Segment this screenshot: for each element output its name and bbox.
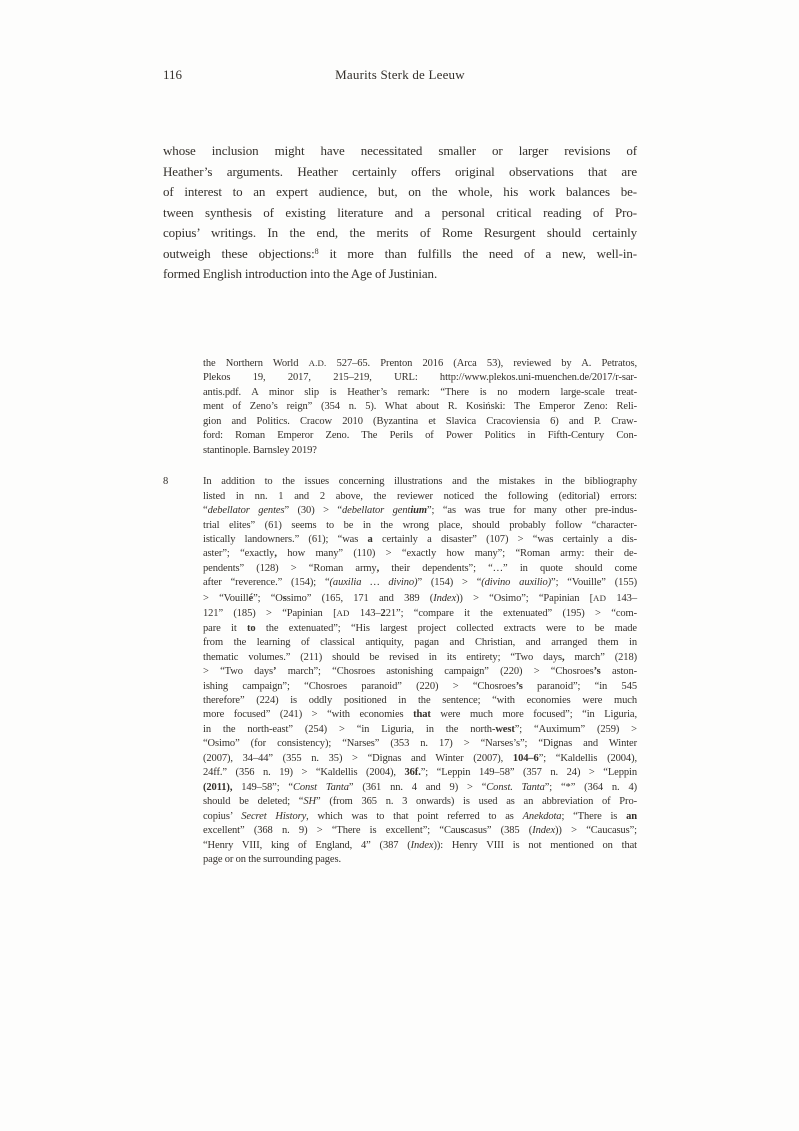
text-line: tween synthesis of existing literature and a personal critical reading of Pro- [163, 204, 637, 220]
footnote-8 [163, 475, 637, 867]
main-paragraph [163, 141, 637, 285]
page-number: 116 [163, 67, 183, 82]
text-line: Heather’s arguments. Heather certainly offers original observations that are [163, 163, 637, 179]
text-line: page or on the surrounding pages. [203, 853, 341, 865]
text-line: (2007), 34–44” (355 n. 35) > “Dignas and Winter (2007), 104–6”; “Kaldellis (2004), [203, 752, 637, 764]
text-line: ford: Roman Emperor Zeno. The Perils of Power Politics in Fifth-Century Con- [203, 430, 637, 442]
text-line: stantinople. Barnsley 2019? [203, 444, 317, 456]
text-line: pendents” (128) > “Roman army, their dependents”; “…” in quote should come [203, 562, 638, 574]
text-line: “Henry VIII, king of England, 4” (387 (Index)): Henry VIII is not mentioned on that [203, 839, 637, 851]
text-line: should be deleted; “SH” (from 365 n. 3 onwards) is used as an abbreviation of Pro- [203, 796, 637, 808]
running-header: Maurits Sterk de Leeuw [335, 67, 465, 82]
text-line: outweigh these objections:$^8$ it more than fulfills the need of a new, well-in- [163, 245, 638, 261]
text-line: antis.pdf. A minor slip is Heather’s remark: “There is no modern large-scale treat- [203, 386, 637, 398]
text-line: (2011), 149–58”; “Const Tanta” (361 nn. 4 and 9) > “Const. Tanta”; “*” (364 n. 4) [203, 781, 637, 793]
text-line: whose inclusion might have necessitated smaller or larger revisions of [163, 143, 637, 158]
footnote-number: 8 [163, 476, 169, 488]
text-line: istically landowners.” (61); “was a certainly a disaster” (107) > “was certainly a dis- [203, 533, 637, 545]
text-line: more focused” (241) > “with economies that were much more focused”; “in Liguria, [203, 709, 637, 721]
text-line: > “Two days’ march”; “Chosroes astonishing campaign” (220) > “Chosroes’s aston- [203, 666, 638, 678]
footnote-continuation [203, 356, 637, 458]
text-line: In addition to the issues concerning illustrations and the mistakes in the bibliography [203, 476, 637, 488]
footnotes-section [163, 356, 637, 867]
text-line: formed English introduction into the Age of Justinian. [163, 266, 438, 281]
footnote-8-text [203, 475, 637, 867]
text-line: copius’ writings. In the end, the merits of Rome Resurgent should certainly [163, 225, 637, 240]
text-line: copius’ Secret History, which was to that point referred to as Anekdota; “There is an [203, 810, 637, 822]
text-line: trial elites” (61) seems to be in the wrong place, should probably follow “character- [203, 519, 637, 531]
text-line: of interest to an expert audience, but, on the whole, his work balances be- [163, 184, 637, 199]
text-line: “Osimo” (for consistency); “Narses” (353 n. 17) > “Narses’s”; “Dignas and Winter [203, 738, 637, 750]
text-line: in the north-east” (254) > “in Liguria, in the north-west”; “Auximum” (259) > [203, 723, 637, 735]
text-line: pare it to the extenuated”; “His largest project collected extracts were to be made [203, 622, 637, 634]
text-line: the Northern World A.D. 527–65. Prenton 2016 (Arca 53), reviewed by A. Petratos, [203, 358, 637, 369]
text-line: gion and Politics. Cracow 2010 (Byzantina et Slavica Cracoviensia 6) and P. Craw- [203, 415, 637, 427]
text-line: 24ff.” (356 n. 19) > “Kaldellis (2004), 36f.”; “Leppin 149–58” (357 n. 24) > “Leppin [203, 767, 637, 779]
text-line: excellent” (368 n. 9) > “There is excellent”; “Causcasus” (385 (Index)) > “Caucasus”; [203, 825, 638, 837]
text-line: Plekos 19, 2017, 215–219, URL: http://www.plekos.uni-muenchen.de/2017/r-sar- [203, 372, 637, 384]
text-line: ishing campaign”; “Chosroes paranoid” (220) > “Chosroes’s paranoid”; “in 545 [203, 680, 637, 692]
text-line: thematic volumes.” (211) should be revised in its entirety; “Two days, march” (218) [203, 651, 637, 663]
text-line: after “reverence.” (154); “(auxilia … divino)” (154) > “(divino auxilio)”; “Vouille” (155) [203, 577, 637, 589]
page-header [163, 67, 637, 83]
text-line: therefore” (224) is oddly positioned in the sentence; “with economies were much [203, 694, 637, 706]
text-line: ment of Zeno’s reign” (354 n. 5). What about R. Kosiński: The Emperor Zeno: Reli- [203, 401, 637, 413]
text-line: “debellator gentes” (30) > “debellator gentium”; “as was true for many other pre-indus- [203, 505, 638, 517]
text-line: from the learning of classical antiquity, pagan and Christian, and arranged them in [203, 637, 637, 649]
text-line: 121” (185) > “Papinian [AD 143–221”; “compare it the extenuated” (195) > “com- [203, 608, 637, 620]
text-line: > “Vouillé”; “Ossimo” (165, 171 and 389 (Index)) > “Osimo”; “Papinian [AD 143– [203, 592, 637, 604]
text-line: listed in nn. 1 and 2 above, the reviewer noticed the following (editorial) errors: [203, 490, 637, 502]
text-line: aster”; “exactly, how many” (110) > “exactly how many”; “Roman army: their de- [203, 548, 637, 560]
